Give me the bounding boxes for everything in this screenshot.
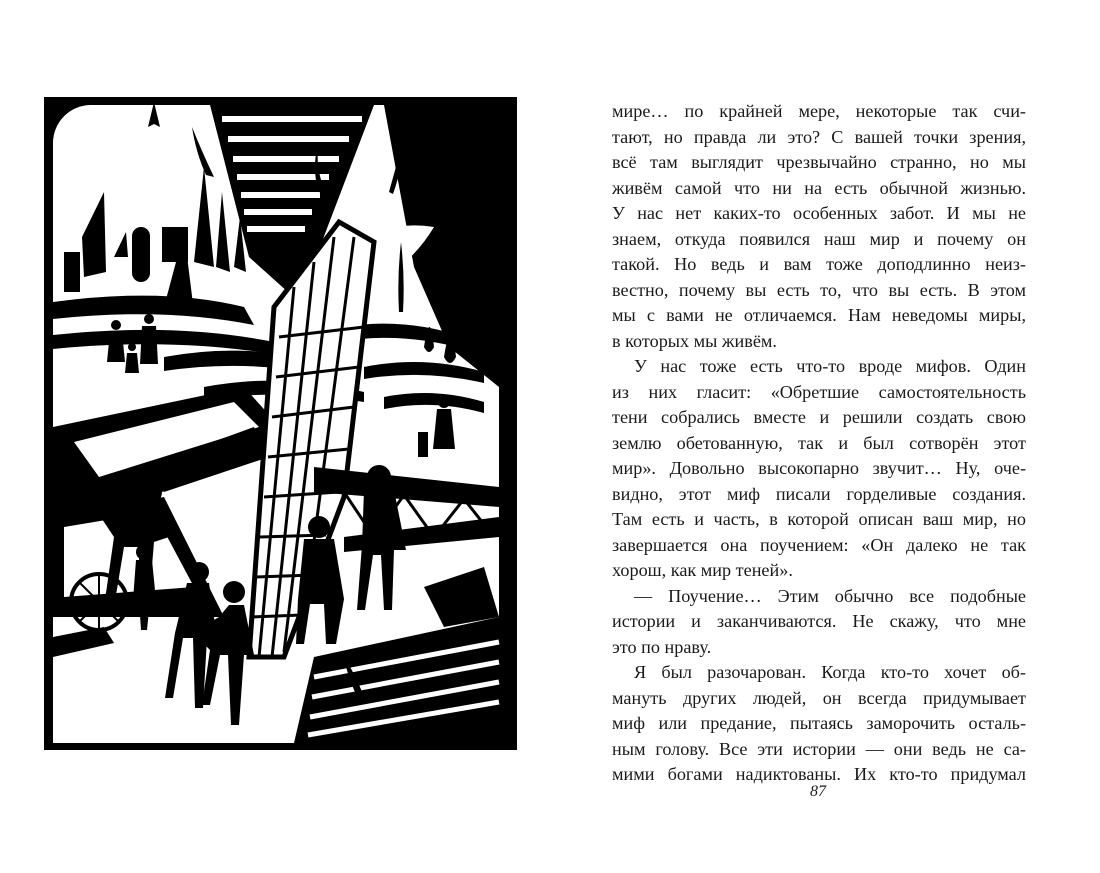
text-column xyxy=(612,99,1026,788)
text-line: видно, этот миф писали горделивые создания. xyxy=(612,483,1026,504)
text-line: мими богами надиктованы. Их кто-то придумал xyxy=(612,764,1026,784)
text-line: Я был разочарован. Когда кто-то хочет об- xyxy=(634,662,1026,682)
text-line: мануть других людей, он всегда придумывает xyxy=(612,687,1026,708)
text-line: мир». Довольно высокопарно звучит… Ну, оче- xyxy=(612,458,1026,478)
text-line: хорош, как мир теней». xyxy=(612,560,793,580)
text-line: тают, но правда ли это? С вашей точки зрения, xyxy=(612,126,1026,147)
text-line: вестно, почему вы есть то, что вы есть. В этом xyxy=(612,279,1026,300)
text-line: всё там выглядит чрезвычайно странно, но мы xyxy=(612,152,1026,172)
text-line: живём самой что ни на есть обычной жизнью. xyxy=(612,177,1026,198)
text-line: ным голову. Все эти истории — они ведь не са- xyxy=(612,738,1026,759)
text-line: такой. Но ведь и вам тоже доподлинно неиз- xyxy=(612,254,1026,274)
text-line: Там есть и часть, в которой описан ваш мир, но xyxy=(612,509,1026,529)
illustration xyxy=(44,97,517,750)
text-line: завершается она поучением: «Он далеко не так xyxy=(612,534,1026,555)
shadow-world-illustration xyxy=(44,97,517,750)
text-line: землю обетованную, так и был сотворён этот xyxy=(612,432,1026,453)
text-line: — Поучение… Этим обычно все подобные xyxy=(634,585,1026,606)
page-number: 87 xyxy=(810,783,826,800)
text-line: тени собрались вместе и решили создать свою xyxy=(612,407,1026,427)
text-line: из них гласит: «Обретшие самостоятельность xyxy=(612,381,1026,402)
text-line: истории и заканчиваются. Не скажу, что мне xyxy=(612,611,1026,631)
text-line: У нас нет каких-то особенных забот. И мы не xyxy=(612,203,1026,223)
text-line: мы с вами не отличаемся. Нам неведомы миры, xyxy=(612,305,1026,325)
text-line: в которых мы живём. xyxy=(612,330,777,351)
text-line: мире… по крайней мере, некоторые так счи- xyxy=(612,101,1026,121)
text-line: знаем, откуда появился наш мир и почему он xyxy=(612,228,1026,249)
text-line: это по нраву. xyxy=(612,636,712,657)
text-line: У нас тоже есть что-то вроде мифов. Один xyxy=(634,356,1026,376)
text-line: миф или предание, пытаясь заморочить осталь- xyxy=(612,713,1026,733)
